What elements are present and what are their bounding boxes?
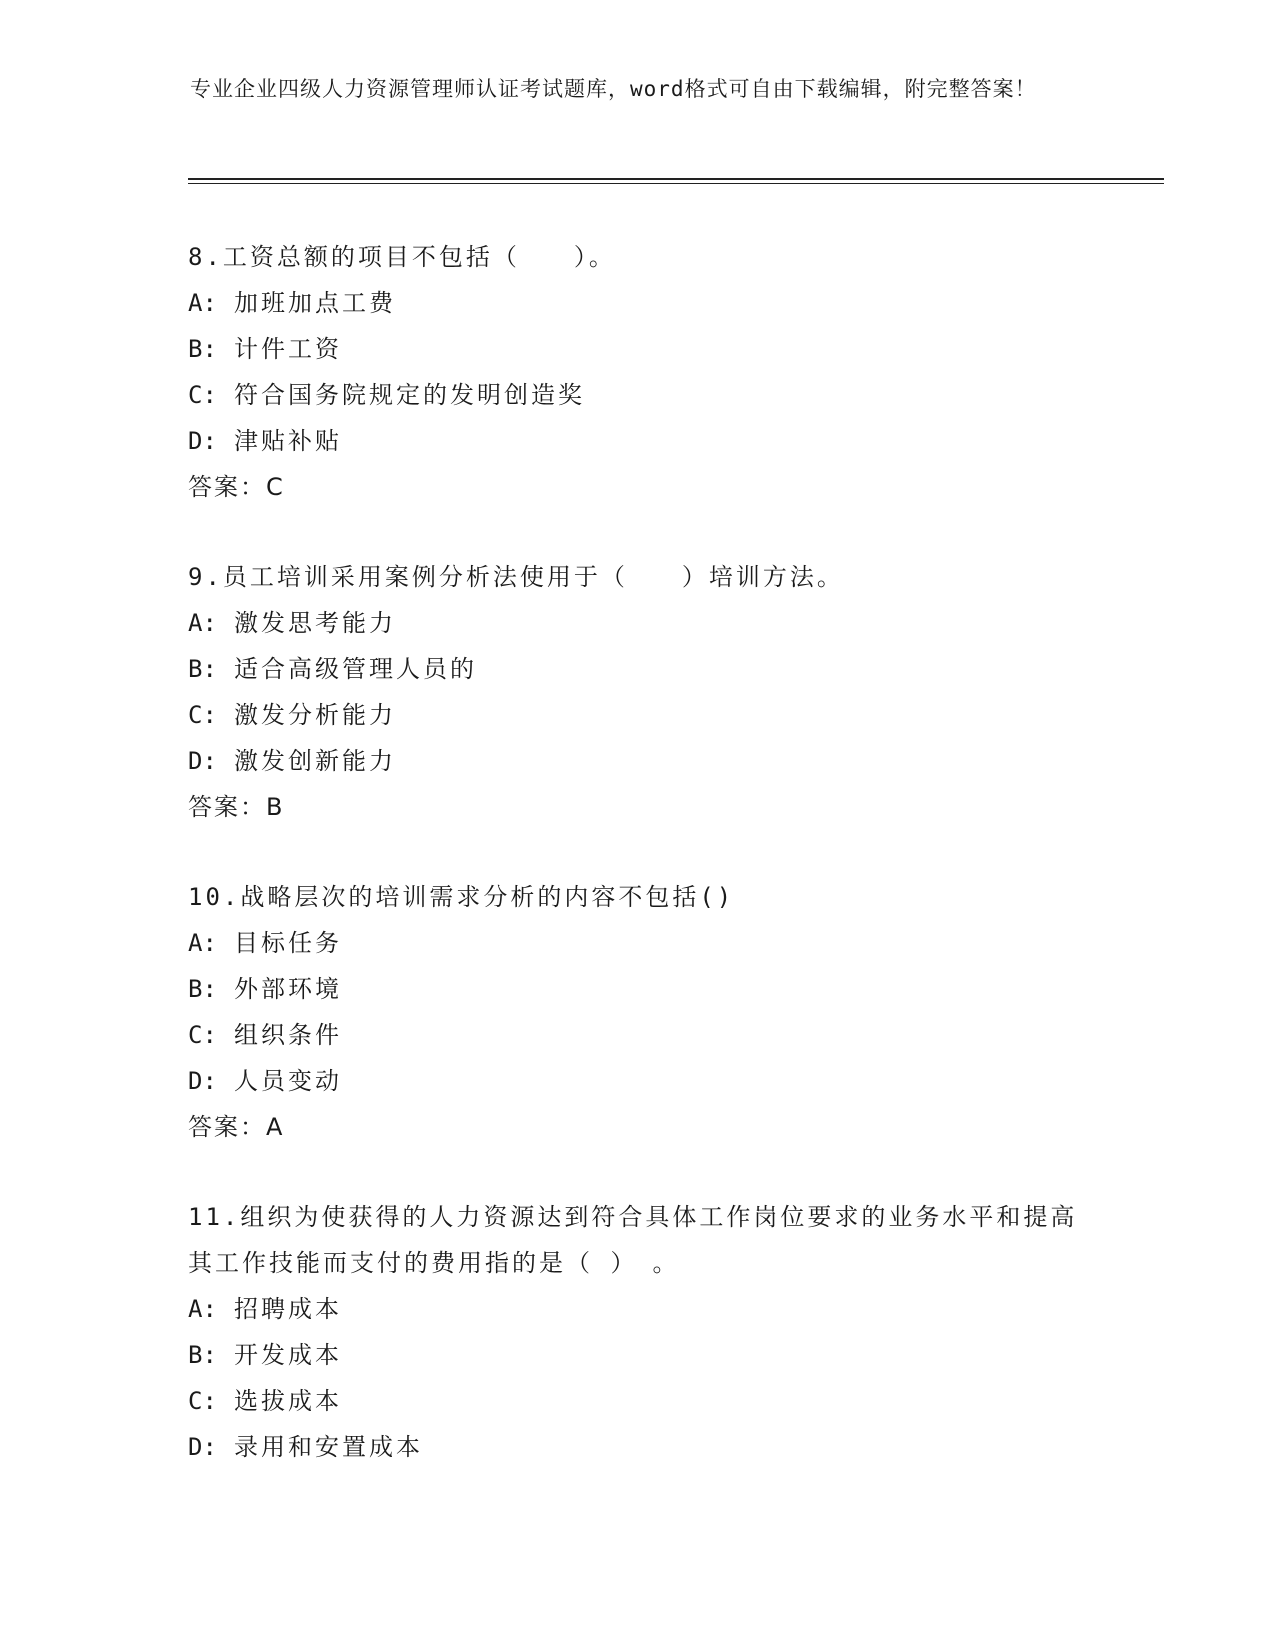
option-letter: C: — [188, 1021, 217, 1049]
option-letter: C: — [188, 381, 217, 409]
option-text: 加班加点工费 — [234, 289, 396, 317]
question-stem: 9.员工培训采用案例分析法使用于（ ）培训方法。 — [188, 563, 844, 591]
option-letter: D: — [188, 1433, 217, 1461]
option-d — [188, 738, 1088, 784]
option-letter: C: — [188, 1387, 217, 1415]
option-c — [188, 1012, 1088, 1058]
option-b — [188, 966, 1088, 1012]
question-stem: 11.组织为使获得的人力资源达到符合具体工作岗位要求的业务水平和提高其工作技能而支付的费用指的是（ ） 。 — [188, 1203, 1078, 1277]
question-stem: 10.战略层次的培训需求分析的内容不包括() — [188, 883, 735, 911]
option-d — [188, 1424, 1088, 1470]
option-letter: B: — [188, 335, 217, 363]
option-a — [188, 920, 1088, 966]
option-letter: D: — [188, 1067, 217, 1095]
option-letter: A: — [188, 289, 217, 317]
option-text: 津贴补贴 — [234, 427, 342, 455]
header-divider-thick — [188, 178, 1164, 180]
option-a — [188, 280, 1088, 326]
option-text: 激发创新能力 — [234, 747, 396, 775]
option-text: 目标任务 — [234, 929, 342, 957]
option-text: 录用和安置成本 — [234, 1433, 423, 1461]
document-intro: 专业企业四级人力资源管理师认证考试题库，word格式可自由下载编辑，附完整答案！ — [190, 77, 1037, 101]
option-letter: A: — [188, 609, 217, 637]
option-b — [188, 326, 1088, 372]
answer-line: 答案：A — [188, 1113, 285, 1141]
option-c — [188, 372, 1088, 418]
option-letter: B: — [188, 975, 217, 1003]
question-11 — [188, 1194, 1088, 1470]
answer-line: 答案：C — [188, 473, 285, 501]
option-text: 符合国务院规定的发明创造奖 — [234, 381, 585, 409]
option-letter: D: — [188, 747, 217, 775]
option-letter: C: — [188, 701, 217, 729]
option-text: 外部环境 — [234, 975, 342, 1003]
answer-line: 答案：B — [188, 793, 285, 821]
option-text: 开发成本 — [234, 1341, 342, 1369]
option-text: 招聘成本 — [234, 1295, 342, 1323]
option-letter: A: — [188, 929, 217, 957]
question-10 — [188, 874, 1088, 1150]
option-c — [188, 1378, 1088, 1424]
option-letter: B: — [188, 1341, 217, 1369]
question-9 — [188, 554, 1088, 830]
option-d — [188, 1058, 1088, 1104]
question-stem: 8.工资总额的项目不包括（ ）。 — [188, 243, 616, 271]
option-text: 选拔成本 — [234, 1387, 342, 1415]
option-a — [188, 1286, 1088, 1332]
option-text: 激发分析能力 — [234, 701, 396, 729]
option-text: 计件工资 — [234, 335, 342, 363]
option-c — [188, 692, 1088, 738]
question-8 — [188, 234, 1088, 510]
option-text: 组织条件 — [234, 1021, 342, 1049]
option-text: 激发思考能力 — [234, 609, 396, 637]
option-text: 适合高级管理人员的 — [234, 655, 477, 683]
option-letter: D: — [188, 427, 217, 455]
option-b — [188, 1332, 1088, 1378]
header-divider-thin — [188, 183, 1164, 184]
option-letter: A: — [188, 1295, 217, 1323]
option-b — [188, 646, 1088, 692]
option-a — [188, 600, 1088, 646]
option-d — [188, 418, 1088, 464]
option-letter: B: — [188, 655, 217, 683]
option-text: 人员变动 — [234, 1067, 342, 1095]
